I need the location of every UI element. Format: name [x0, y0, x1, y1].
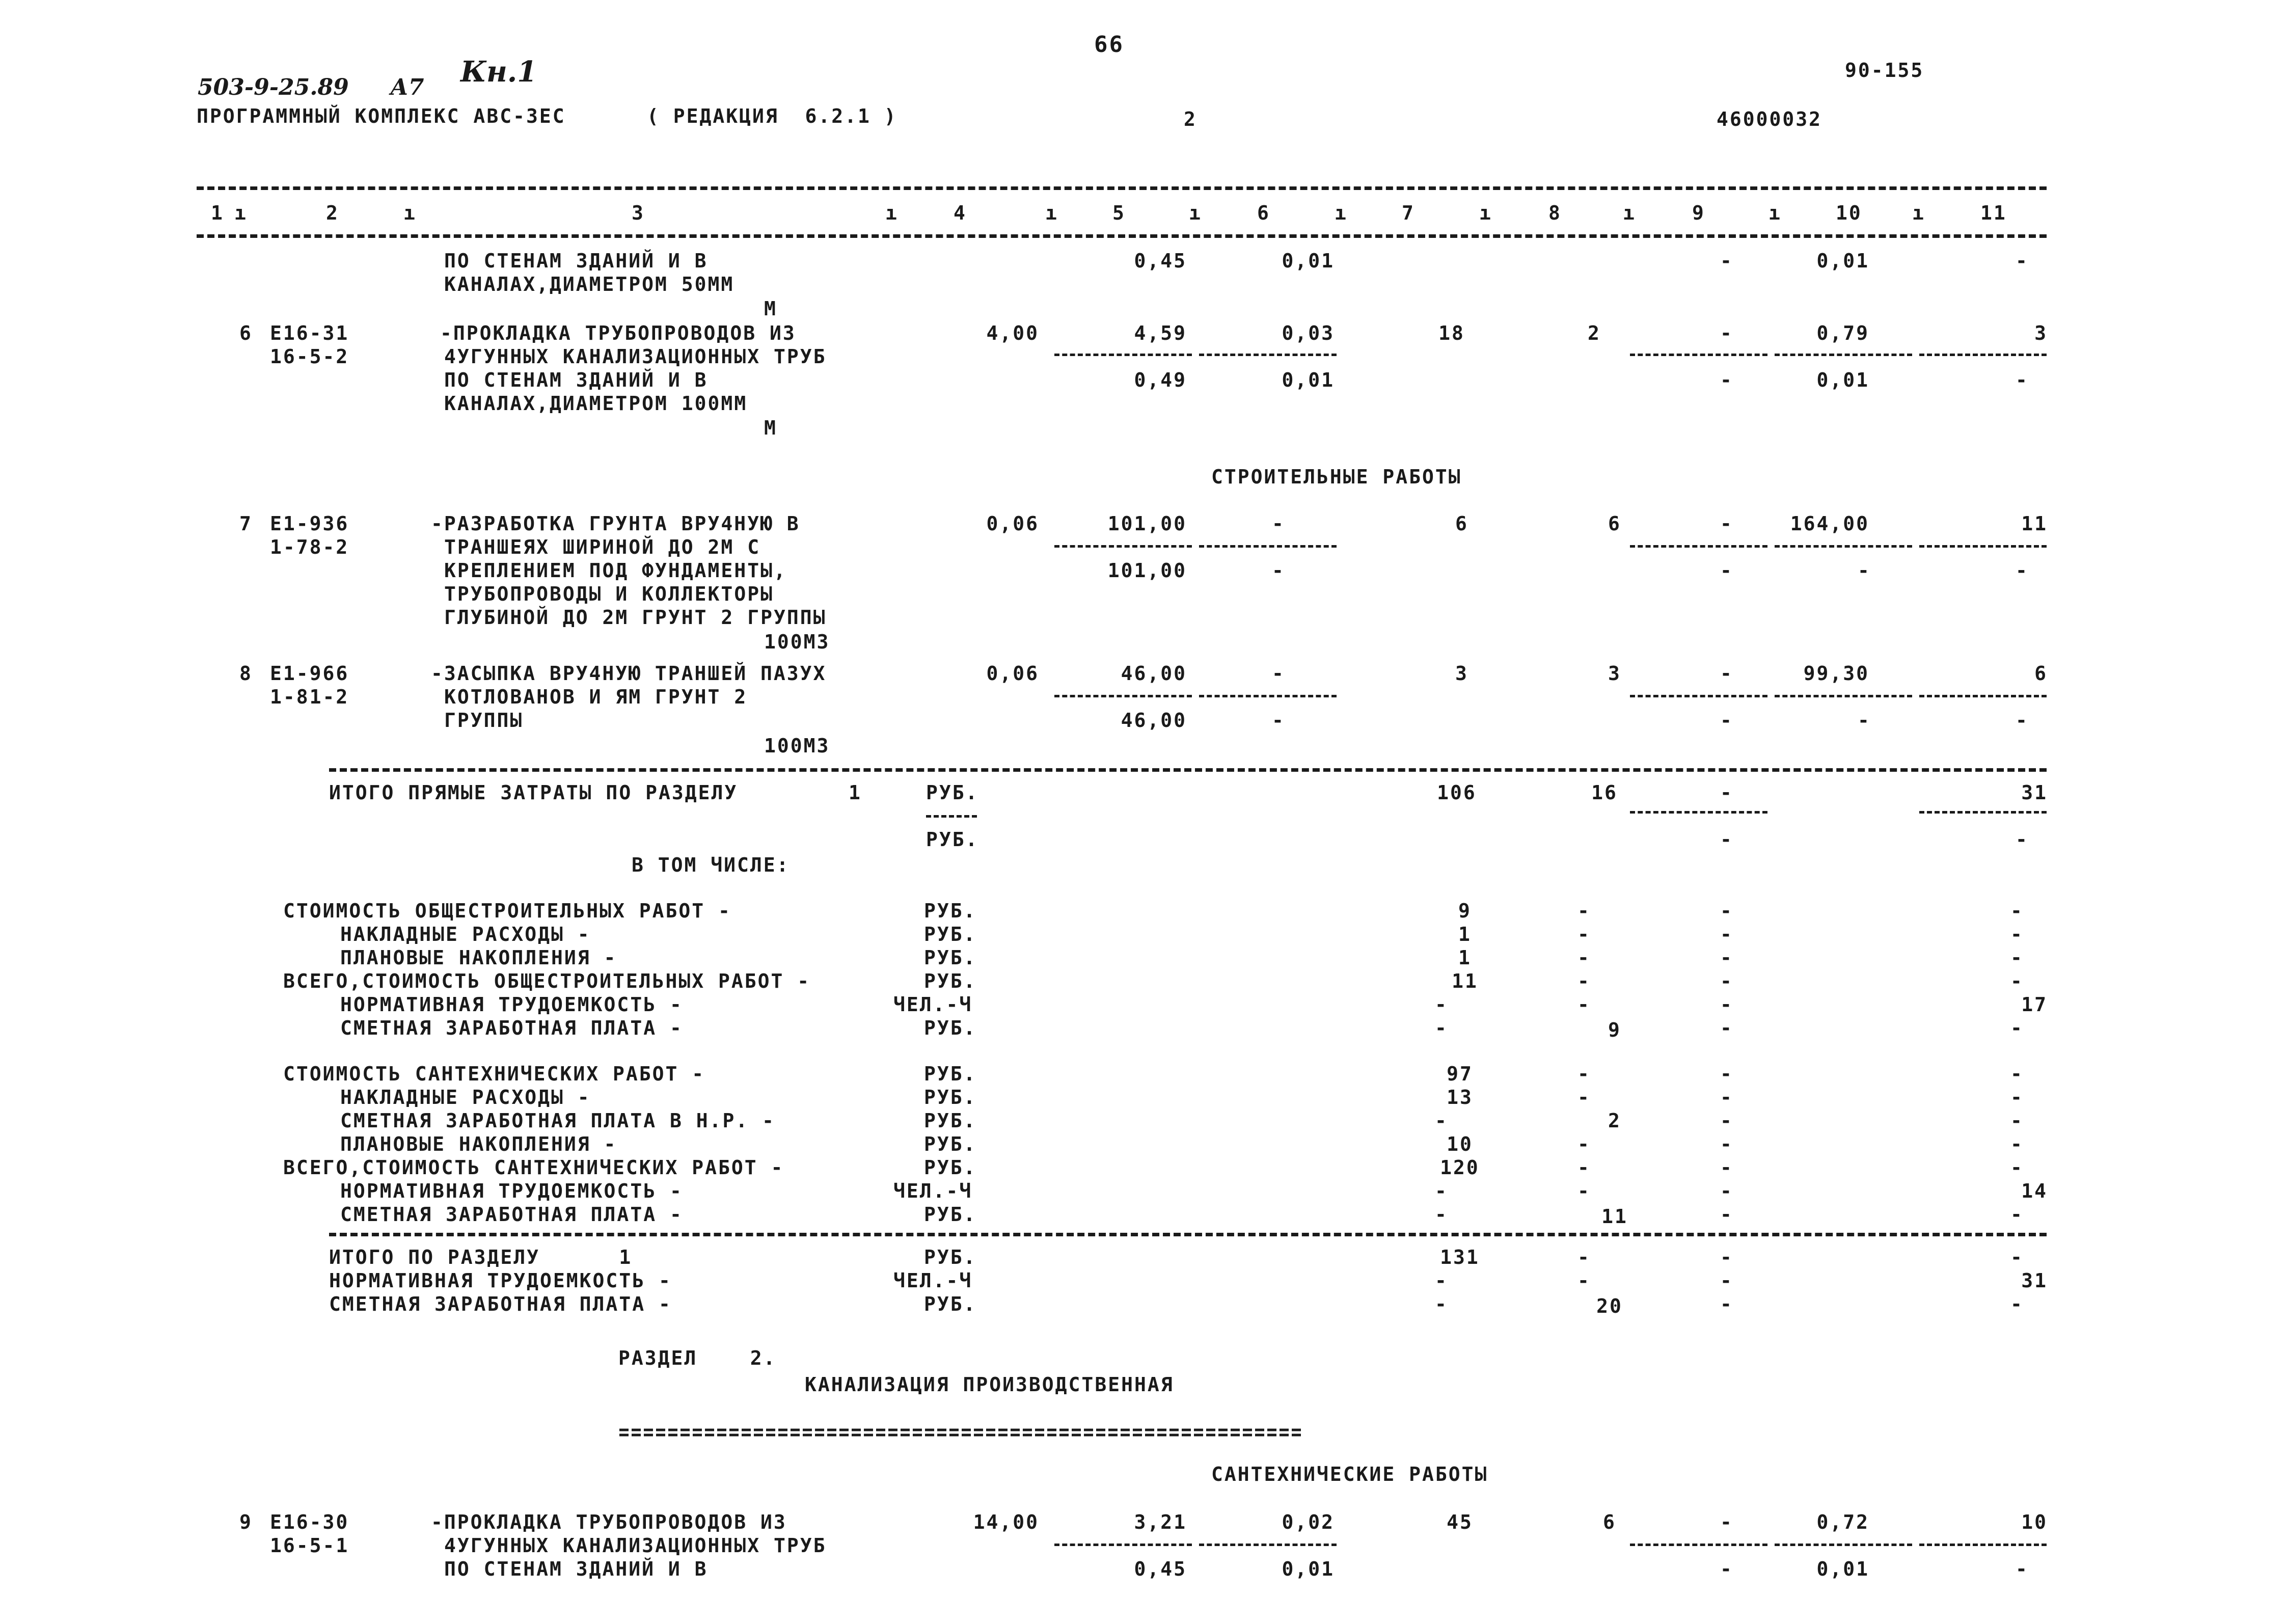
section-heading-plumbing: САНТЕХНИЧЕСКИЕ РАБОТЫ: [1211, 1463, 1488, 1485]
double-rule: [619, 1428, 1302, 1437]
right-code: 90-155: [1845, 59, 1924, 82]
program-name: ПРОГРАММНЫЙ КОМПЛЕКС АВС-3ЕС: [197, 105, 566, 127]
program-edition: ( РЕДАКЦИЯ 6.2.1 ): [647, 105, 897, 127]
doc-number: 46000032: [1717, 108, 1822, 130]
summary-rule-bottom: [329, 1233, 2047, 1236]
summary-including: В ТОМ ЧИСЛЕ:: [632, 854, 790, 876]
col-6: 6: [1257, 202, 1270, 224]
col-7: 7: [1402, 202, 1415, 224]
col-11: 11: [1980, 202, 2007, 224]
section2-title: КАНАЛИЗАЦИЯ ПРОИЗВОДСТВЕННАЯ: [805, 1373, 1174, 1396]
header-rule-bottom: [197, 234, 2047, 238]
section2-label: РАЗДЕЛ 2.: [618, 1347, 777, 1369]
page-number: 66: [1094, 32, 1124, 58]
col-8: 8: [1548, 202, 1562, 224]
header-rule-top: [197, 186, 2047, 190]
section-heading-construction: СТРОИТЕЛЬНЫЕ РАБОТЫ: [1211, 466, 1462, 488]
col-10: 10: [1836, 202, 1862, 224]
book-mark: Кн.1: [460, 55, 537, 89]
summary-rule-top: [329, 768, 2047, 772]
doc-code: 503-9-25.89: [198, 74, 349, 100]
sheet-number: 2: [1184, 108, 1197, 130]
col-9: 9: [1692, 202, 1705, 224]
album-mark: А7: [390, 74, 424, 100]
col-4: 4: [954, 202, 967, 224]
col-1: 1: [211, 202, 224, 224]
col-3: 3: [632, 202, 645, 224]
col-2: 2: [326, 202, 339, 224]
col-5: 5: [1112, 202, 1126, 224]
estimate-page: 66 503-9-25.89 А7 Кн.1 90-155 ПРОГРАММНЫЙ КОМПЛЕКС АВС-3ЕС ( РЕДАКЦИЯ 6.2.1 ) 2 46000032 1 2 3 4 5 6 7 8 9 10 11 ı ı ı ı ı ı ı ı ı ı ПО СТЕНАМ ЗДАНИЙ И В КАНАЛАХ,ДИАМЕТРОМ 50ММ М 0,45 0,01 - 0,01 - 6 Е16-31 16-5-2 -ПРОКЛАДКА ТРУБОПРОВОДОВ ИЗ 4УГУННЫХ КАНАЛИЗАЦИОННЫХ ТРУБ ПО СТЕНАМ ЗДАНИЙ И В КАНАЛАХ,ДИАМЕТРОМ 100ММ М 4,00 4,59 0,03 18 2 - 0,79 3 0,49 0,01 - 0,01 - СТРОИТЕЛЬНЫЕ РАБОТЫ 7 Е1-936 1-78-2 -РАЗРАБОТКА ГРУНТА ВРУ4НУЮ В ТРАНШЕЯХ ШИРИНОЙ ДО 2М С КРЕПЛЕНИЕМ ПОД ФУНДАМЕНТЫ, ТРУБОПРОВОДЫ И КОЛЛЕКТОРЫ ГЛУБИНОЙ ДО 2М ГРУНТ 2 ГРУППЫ 100М3 0,06 101,00 - 6 6 - 164,00 11 101,00 - - - - 8 Е1-966 1-81-2 -ЗАСЫПКА ВРУ4НУЮ ТРАНШЕЙ ПАЗУХ КОТЛОВАНОВ И ЯМ ГРУНТ 2 ГРУППЫ 100М3 0,06 46,00 - 3 3 - 99,30 6 46,00 - - - - ИТОГО ПРЯМЫЕ ЗАТРАТЫ ПО РАЗДЕЛУ 1 РУБ. 106 16 - 31 РУБ. - - В ТОМ ЧИСЛЕ: СТОИМОСТЬ ОБЩЕСТРОИТЕЛЬНЫХ РАБОТ - НАКЛАДНЫЕ РАСХОДЫ - ПЛАНОВЫЕ НАКОПЛЕНИЯ - ВСЕГО,СТОИМОСТЬ ОБЩЕСТРОИТЕЛЬНЫХ РАБОТ - НОРМАТИВНАЯ ТРУДОЕМКОСТЬ - СМЕТНАЯ ЗАРАБОТНАЯ ПЛАТА - РУБ. РУБ. РУБ. РУБ. ЧЕЛ.-Ч РУБ. 9 1 1 11 - - - - - - - 9 - - - - - - - - - - 17 - СТОИМОСТЬ САНТЕХНИЧЕСКИХ РАБОТ - НАКЛАДНЫЕ РАСХОДЫ - СМЕТНАЯ ЗАРАБОТНАЯ ПЛАТА В Н.Р. - ПЛАНОВЫЕ НАКОПЛЕНИЯ - ВСЕГО,СТОИМОСТЬ САНТЕХНИЧЕСКИХ РАБОТ - НОРМАТИВНАЯ ТРУДОЕМКОСТЬ - СМЕТНАЯ ЗАРАБОТНАЯ ПЛАТА - РУБ. РУБ. РУБ. РУБ. РУБ. ЧЕЛ.-Ч РУБ. 97 13 - 10 120 - - - - 2 - - - 11 - - - - - - - - - - - - 14 - ИТОГО ПО РАЗДЕЛУ 1 НОРМАТИВНАЯ ТРУДОЕМКОСТЬ - СМЕТНАЯ ЗАРАБОТНАЯ ПЛАТА - РУБ. ЧЕЛ.-Ч РУБ. 131 - - - - 20 - - - - 31 - РАЗДЕЛ 2. КАНАЛИЗАЦИЯ ПРОИЗВОДСТВЕННАЯ САНТЕХНИЧЕСКИЕ РАБОТЫ 9 Е16-30 16-5-1 -ПРОКЛАДКА ТРУБОПРОВОДОВ ИЗ 4УГУННЫХ КАНАЛИЗАЦИОННЫХ ТРУБ ПО СТЕНАМ ЗДАНИЙ И В 14,00 3,21 0,02 45 6 - 0,72 10 0,45 0,01 - 0,01 -: [197, 32, 2048, 1580]
